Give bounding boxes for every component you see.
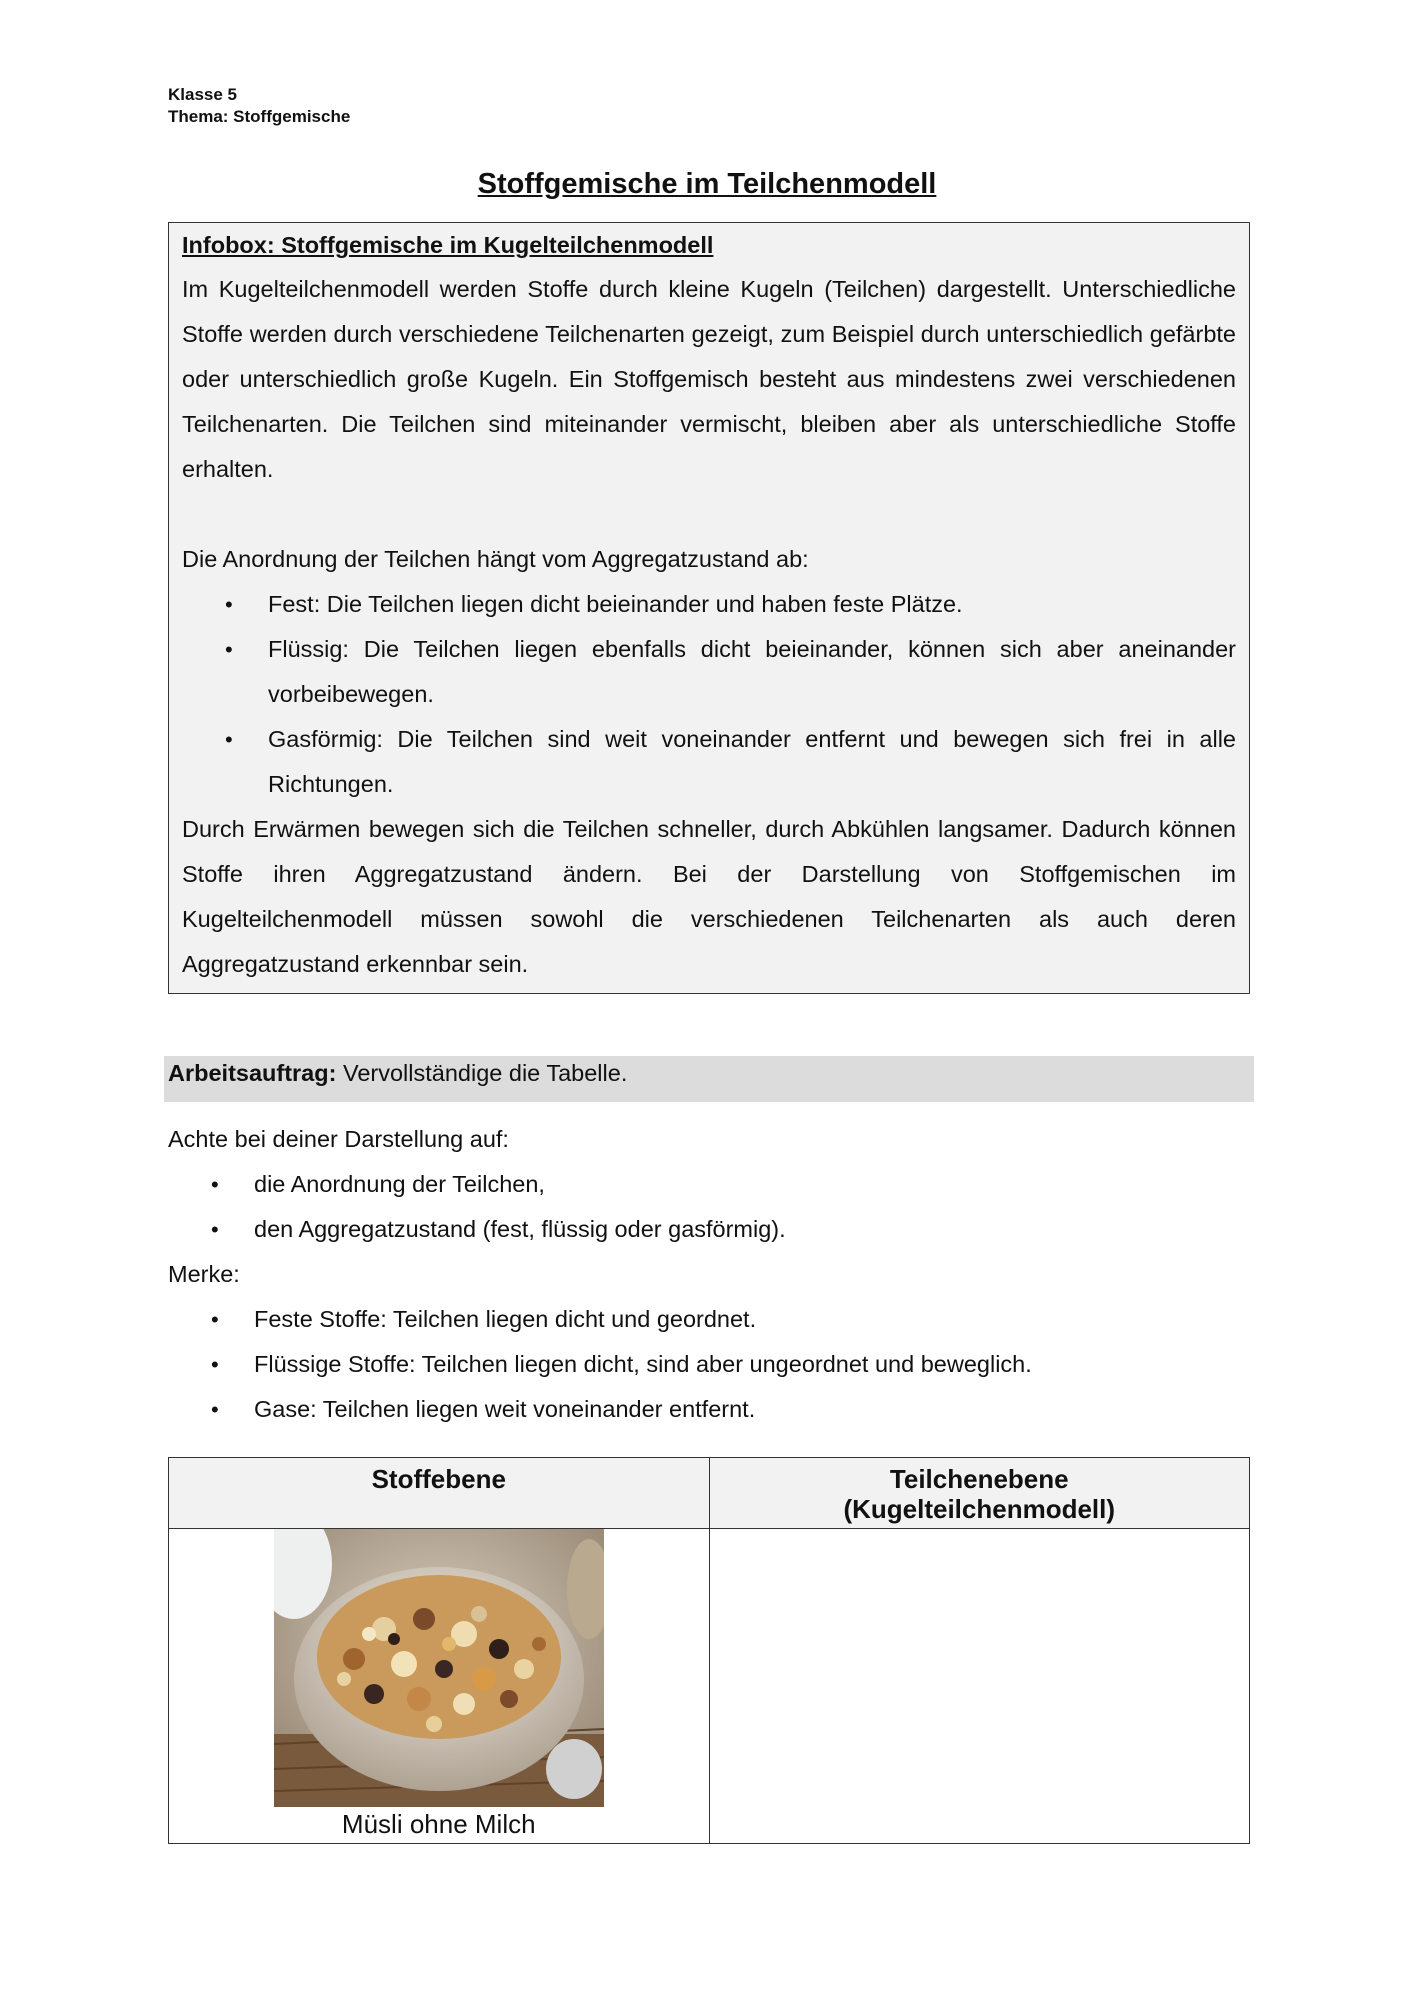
list-item: • Flüssige Stoffe: Teilchen liegen dicht, sind aber ungeordnet und beweglich. [168, 1342, 1250, 1387]
topic-label: Thema: Stoffgemische [168, 107, 351, 126]
worksheet-table [168, 1457, 1250, 1844]
column-header-stoffebene: Stoffebene [169, 1458, 710, 1529]
header-meta [168, 84, 350, 128]
remember-label: Merke: [168, 1261, 240, 1287]
list-item: • Gase: Teilchen liegen weit voneinander entfernt. [168, 1387, 1250, 1432]
column-header-teilchenebene: Teilchenebene (Kugelteilchenmodell) [709, 1458, 1250, 1529]
infobox-title: Infobox: Stoffgemische im Kugelteilchenmodell [182, 232, 714, 258]
particle-model-cell[interactable] [709, 1529, 1250, 1844]
substance-caption: Müsli ohne Milch [341, 1809, 536, 1839]
list-item: • Flüssig: Die Teilchen liegen ebenfalls dicht beieinander, können sich aber aneinander vorbeibewegen. [182, 627, 1236, 717]
remember-list [168, 1297, 1250, 1432]
list-item: • die Anordnung der Teilchen, [168, 1162, 1250, 1207]
table-row [169, 1529, 1250, 1844]
list-item: • Feste Stoffe: Teilchen liegen dicht und geordnet. [168, 1297, 1250, 1342]
list-item: • Fest: Die Teilchen liegen dicht beieinander und haben feste Plätze. [182, 582, 1236, 627]
infobox-outro: Durch Erwärmen bewegen sich die Teilchen schneller, durch Abkühlen langsamer. Dadurch können Stoffe ihren Aggregatzustand ändern. Bei der Darstellung von Stoffgemischen im Kugelteilchenmodell müssen sowohl die verschiedenen Teilchenarten als auch deren Aggregatzustand erkennbar sein. [182, 816, 1236, 977]
task-bar [164, 1056, 1254, 1102]
attention-list [168, 1162, 1250, 1252]
substance-cell [169, 1529, 710, 1844]
infobox-states-intro: Die Anordnung der Teilchen hängt vom Aggregatzustand ab: [182, 546, 809, 572]
list-item: • den Aggregatzustand (fest, flüssig oder gasförmig). [168, 1207, 1250, 1252]
states-list [182, 582, 1236, 807]
infobox [168, 222, 1250, 994]
attention-label: Achte bei deiner Darstellung auf: [168, 1126, 509, 1152]
infobox-intro: Im Kugelteilchenmodell werden Stoffe durch kleine Kugeln (Teilchen) dargestellt. Unterschiedliche Stoffe werden durch verschiedene Teilchenarten gezeigt, zum Beispiel durch unterschiedlich gefärbte oder unterschiedlich große Kugeln. Ein Stoffgemisch besteht aus mindestens zwei verschiedenen Teilchenarten. Die Teilchen sind miteinander vermischt, bleiben aber als unterschiedliche Stoffe erhalten. [182, 276, 1236, 482]
list-item: • Gasförmig: Die Teilchen sind weit voneinander entfernt und bewegen sich frei in alle Richtungen. [182, 717, 1236, 807]
task-label: Arbeitsauftrag: [168, 1060, 337, 1086]
page-title: Stoffgemische im Teilchenmodell [477, 168, 937, 200]
muesli-photo [274, 1529, 604, 1807]
instructions [168, 1117, 1250, 1432]
table-header-row [169, 1458, 1250, 1529]
task-text: Vervollständige die Tabelle. [336, 1060, 628, 1086]
class-label: Klasse 5 [168, 85, 237, 104]
